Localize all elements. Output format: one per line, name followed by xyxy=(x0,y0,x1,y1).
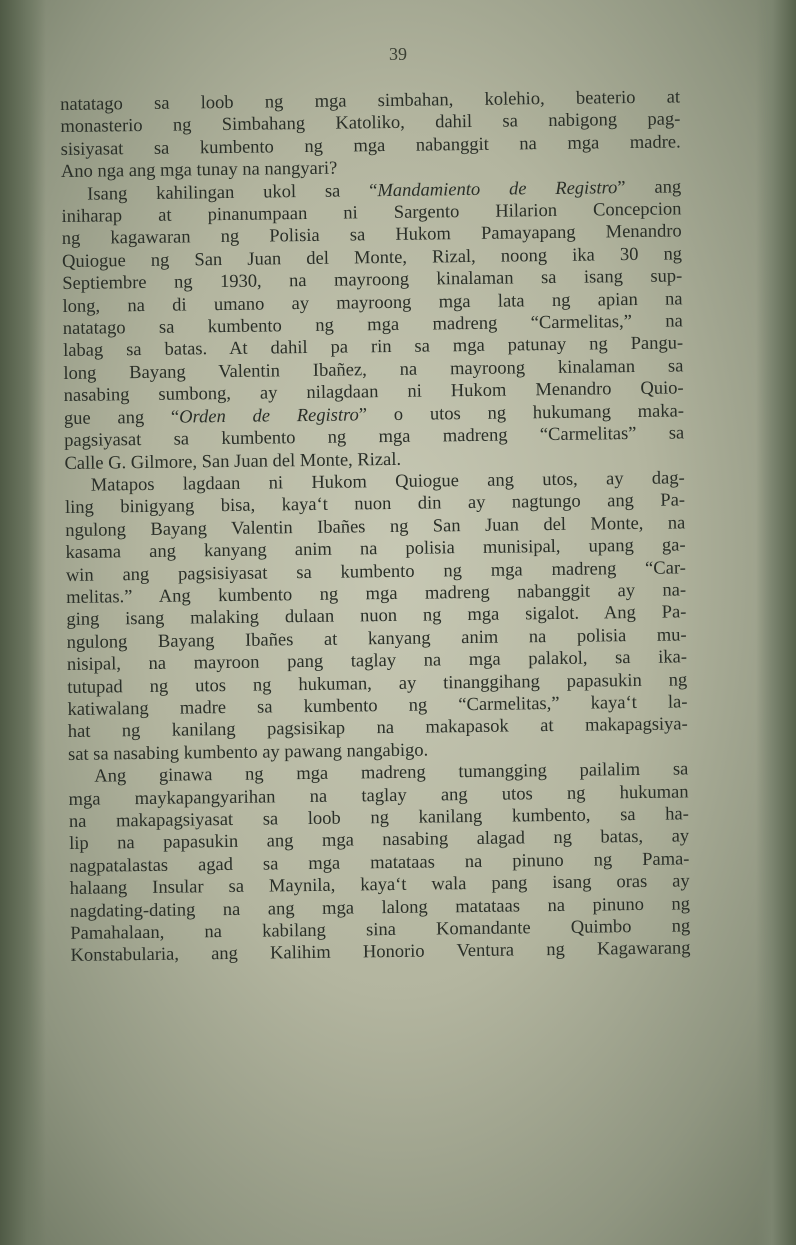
text-line: labag sa batas. At dahil pa rin sa mga patunay ng Pangu- xyxy=(63,333,684,362)
text-line: Isang kahilingan ukol sa “Mandamiento de Registro” ang xyxy=(87,177,682,205)
text-line: ging isang malaking dulaan nuon ng mga sigalot. Ang Pa- xyxy=(66,602,687,631)
text-line: iniharap at pinanumpaan ni Sargento Hilarion Concepcion xyxy=(61,199,682,228)
text-line: win ang pagsisiyasat sa kumbento ng mga madreng “Car- xyxy=(65,557,686,586)
paragraph-3 xyxy=(65,467,689,766)
text-line: Calle G. Gilmore, San Juan del Monte, Rizal. xyxy=(64,449,402,474)
text-line: na makapagsiyasat sa loob ng kanilang kumbento, sa ha- xyxy=(68,804,689,832)
text-line: long Bayang Valentin Ibañez, na mayroong kinalaman sa xyxy=(63,356,684,384)
text-line: ngulong Bayang Ibañes at kanyang anim na polisia mu- xyxy=(66,625,687,653)
text-line: monasterio ng Simbahang Katoliko, dahil sa nabigong pag- xyxy=(60,109,681,138)
text-line: nagdating-dating na ang mga lalong matataas na pinuno ng xyxy=(69,893,691,922)
paragraph-4 xyxy=(68,759,690,968)
text-line: ling binigyang bisa, kaya‘t nuon din ay nagtungo ang Pa- xyxy=(64,490,686,519)
text-line: ngulong Bayang Valentin Ibañes ng San Juan del Monte, na xyxy=(65,513,686,541)
text-line: Matapos lagdaan ni Hukom Quiogue ang utos, ay dag- xyxy=(90,468,685,496)
text-line: nagpatalastas agad sa mga matataas na pinuno ng Pama- xyxy=(69,849,690,877)
text-line: Septiembre ng 1930, na mayroong kinalaman sa isang sup- xyxy=(62,266,683,295)
text-line: mga maykapangyarihan na taglay ang utos ng hukuman xyxy=(68,781,689,810)
text-line: Ang ginawa ng mga madreng tumangging pailalim sa xyxy=(94,759,689,787)
text-line: katiwalang madre sa kumbento ng “Carmelitas,” kaya‘t la- xyxy=(67,692,688,720)
paragraph-1 xyxy=(60,86,681,183)
text-line: gue ang “Orden de Registro” o utos ng hukumang maka- xyxy=(63,401,685,429)
text-line: hat ng kanilang pagsisikap na makapasok at makapagsiya- xyxy=(67,714,688,743)
emphasis-text: Mandamiento de Registro xyxy=(377,177,618,201)
text-line: pagsiyasat sa kumbento ng mga madreng “Carmelitas” sa xyxy=(64,423,685,452)
text-line: Konstabularia, ang Kalihim Honorio Ventura ng Kagawarang xyxy=(70,938,691,967)
text-line: natatago sa kumbento ng mga madreng “Carmelitas,” na xyxy=(62,311,683,340)
paragraph-2 xyxy=(61,176,685,475)
text-line: Ano nga ang mga tunay na nangyari? xyxy=(60,158,338,183)
emphasis-text: Orden de Registro xyxy=(179,405,359,428)
page-number: 39 xyxy=(389,44,407,64)
text-line: long, na di umano ay mayroong mga lata ng apian na xyxy=(62,289,683,317)
body-text xyxy=(60,86,691,967)
text-line: melitas.” Ang kumbento ng mga madreng nabanggit ay na- xyxy=(66,580,687,608)
text-line: sisiyasat sa kumbento ng mga nabanggit na mga madre. xyxy=(60,132,681,160)
page-left-shadow xyxy=(0,0,46,1245)
text-line: kasama ang kanyang anim na polisia munisipal, upang ga- xyxy=(65,535,686,564)
text-line: nisipal, na mayroon pang taglay na mga palakol, sa ika- xyxy=(66,647,688,676)
text-line: tutupad ng utos ng hukuman, ay tinanggihang papasukin ng xyxy=(67,669,688,698)
text-line: ng kagawaran ng Polisia sa Hukom Pamayapang Menandro xyxy=(61,221,682,250)
text-line: natatago sa loob ng mga simbahan, kolehio, beaterio at xyxy=(60,87,681,115)
text-line: Pamahalaan, na kabilang sina Komandante Quimbo ng xyxy=(70,916,691,944)
text-line: Quiogue ng San Juan del Monte, Rizal, noong ika 30 ng xyxy=(61,244,683,272)
page-right-shadow xyxy=(756,0,796,1245)
text-line: sat sa nasabing kumbento ay pawang nangabigo. xyxy=(67,740,429,765)
text-line: halaang Insular sa Maynila, kaya‘t wala pang isang oras ay xyxy=(69,871,690,900)
text-line: lip na papasukin ang mga nasabing alagad ng batas, ay xyxy=(69,826,690,855)
text-line: nasabing sumbong, ay nilagdaan ni Hukom Menandro Quio- xyxy=(63,378,684,407)
